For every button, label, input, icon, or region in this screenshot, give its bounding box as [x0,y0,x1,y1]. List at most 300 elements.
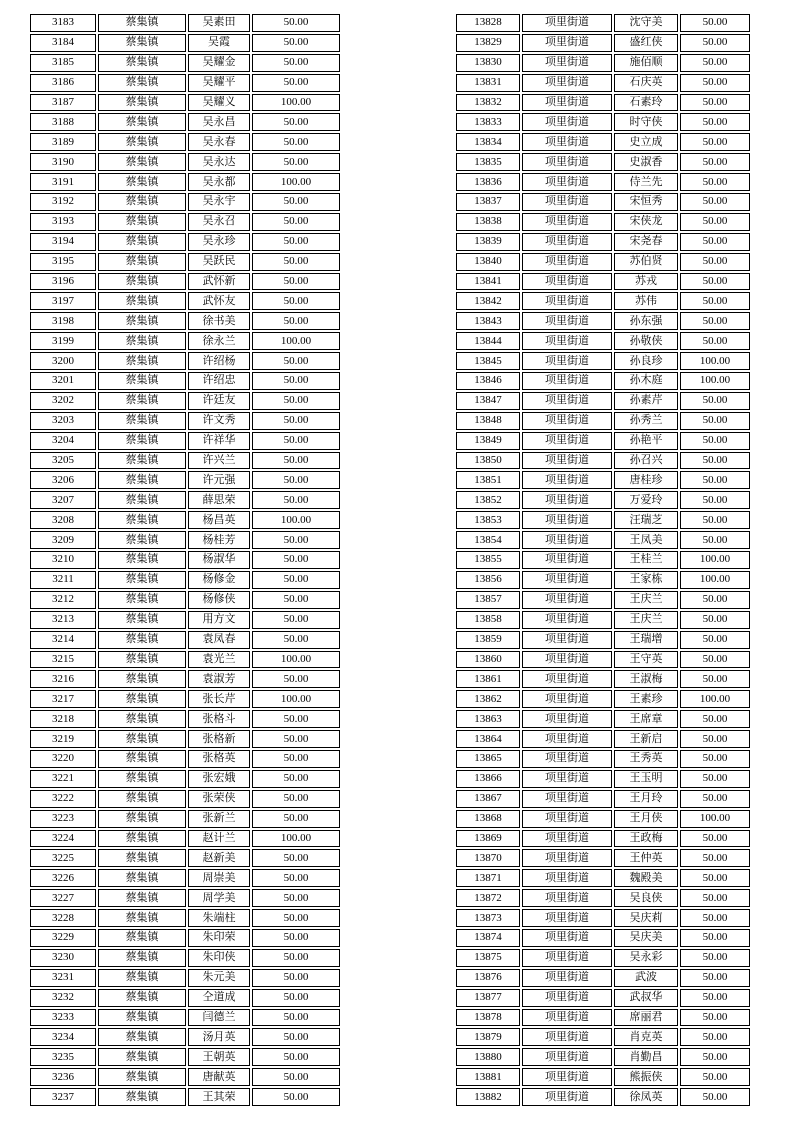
serial-number-cell: 3190 [30,153,96,171]
district-cell: 蔡集镇 [98,213,186,231]
district-cell: 蔡集镇 [98,969,186,987]
amount-cell: 50.00 [680,312,750,330]
amount-cell: 50.00 [252,372,340,390]
name-cell: 杨淑华 [188,551,250,569]
table-row [456,909,750,927]
serial-number-cell: 3229 [30,929,96,947]
district-cell: 项里街道 [522,730,612,748]
name-cell: 许绍杨 [188,352,250,370]
amount-cell: 50.00 [252,193,340,211]
name-cell: 王席章 [614,710,678,728]
serial-number-cell: 13854 [456,531,520,549]
table-row [456,790,750,808]
name-cell: 许文秀 [188,412,250,430]
table-row [456,1068,750,1086]
name-cell: 施佰顺 [614,54,678,72]
district-cell: 项里街道 [522,611,612,629]
table-row [30,869,340,887]
name-cell: 杨昌英 [188,511,250,529]
serial-number-cell: 13882 [456,1088,520,1106]
name-cell: 孙敬侠 [614,332,678,350]
name-cell: 吴耀义 [188,94,250,112]
serial-number-cell: 13845 [456,352,520,370]
name-cell: 周学美 [188,889,250,907]
table-row [456,54,750,72]
table-row [456,273,750,291]
amount-cell: 50.00 [252,74,340,92]
district-cell: 蔡集镇 [98,710,186,728]
district-cell: 蔡集镇 [98,830,186,848]
serial-number-cell: 3185 [30,54,96,72]
table-row [456,332,750,350]
serial-number-cell: 3195 [30,253,96,271]
district-cell: 蔡集镇 [98,273,186,291]
name-cell: 徐书美 [188,312,250,330]
amount-cell: 100.00 [252,94,340,112]
serial-number-cell: 13866 [456,770,520,788]
district-cell: 项里街道 [522,253,612,271]
table-row [30,611,340,629]
table-row [456,213,750,231]
serial-number-cell: 13881 [456,1068,520,1086]
serial-number-cell: 13853 [456,511,520,529]
name-cell: 席丽君 [614,1009,678,1027]
serial-number-cell: 3217 [30,690,96,708]
table-row [456,113,750,131]
name-cell: 时守侠 [614,113,678,131]
district-cell: 蔡集镇 [98,233,186,251]
serial-number-cell: 3192 [30,193,96,211]
district-cell: 项里街道 [522,332,612,350]
amount-cell: 50.00 [680,491,750,509]
amount-cell: 50.00 [680,790,750,808]
name-cell: 袁凤春 [188,631,250,649]
district-cell: 项里街道 [522,690,612,708]
amount-cell: 50.00 [680,531,750,549]
table-row [30,670,340,688]
name-cell: 朱端柱 [188,909,250,927]
amount-cell: 50.00 [252,452,340,470]
amount-cell: 50.00 [252,412,340,430]
serial-number-cell: 3220 [30,750,96,768]
name-cell: 史淑香 [614,153,678,171]
district-cell: 蔡集镇 [98,452,186,470]
name-cell: 苏伟 [614,292,678,310]
name-cell: 孙秀兰 [614,412,678,430]
amount-cell: 50.00 [680,74,750,92]
amount-cell: 50.00 [680,750,750,768]
serial-number-cell: 3212 [30,591,96,609]
district-cell: 蔡集镇 [98,651,186,669]
serial-number-cell: 13869 [456,830,520,848]
name-cell: 王月玲 [614,790,678,808]
name-cell: 朱印侠 [188,949,250,967]
district-cell: 项里街道 [522,352,612,370]
district-cell: 蔡集镇 [98,591,186,609]
amount-cell: 100.00 [680,690,750,708]
serial-number-cell: 13872 [456,889,520,907]
serial-number-cell: 3234 [30,1028,96,1046]
serial-number-cell: 13849 [456,432,520,450]
name-cell: 王新启 [614,730,678,748]
serial-number-cell: 3188 [30,113,96,131]
amount-cell: 50.00 [680,511,750,529]
name-cell: 许祥华 [188,432,250,450]
serial-number-cell: 3193 [30,213,96,231]
table-row [456,571,750,589]
amount-cell: 50.00 [680,332,750,350]
table-row [30,352,340,370]
district-cell: 项里街道 [522,392,612,410]
table-row [456,1009,750,1027]
district-cell: 项里街道 [522,173,612,191]
name-cell: 用方文 [188,611,250,629]
name-cell: 仝道成 [188,989,250,1007]
table-row [30,14,340,32]
serial-number-cell: 13880 [456,1048,520,1066]
district-cell: 项里街道 [522,74,612,92]
name-cell: 苏伯贤 [614,253,678,271]
table-row [456,949,750,967]
table-row [30,372,340,390]
name-cell: 武叔华 [614,989,678,1007]
name-cell: 吴永都 [188,173,250,191]
table-row [30,213,340,231]
table-row [30,74,340,92]
district-cell: 蔡集镇 [98,929,186,947]
district-cell: 蔡集镇 [98,810,186,828]
amount-cell: 50.00 [252,611,340,629]
amount-cell: 50.00 [680,94,750,112]
amount-cell: 50.00 [680,710,750,728]
serial-number-cell: 13865 [456,750,520,768]
amount-cell: 50.00 [680,989,750,1007]
district-cell: 蔡集镇 [98,531,186,549]
serial-number-cell: 13839 [456,233,520,251]
district-cell: 蔡集镇 [98,352,186,370]
district-cell: 蔡集镇 [98,1048,186,1066]
amount-cell: 100.00 [252,651,340,669]
district-cell: 蔡集镇 [98,1028,186,1046]
name-cell: 武怀新 [188,273,250,291]
table-row [30,332,340,350]
serial-number-cell: 3184 [30,34,96,52]
name-cell: 侍兰先 [614,173,678,191]
name-cell: 孙木庭 [614,372,678,390]
table-row [456,551,750,569]
amount-cell: 100.00 [252,332,340,350]
amount-cell: 50.00 [680,193,750,211]
table-row [30,253,340,271]
amount-cell: 50.00 [680,1048,750,1066]
table-row [30,1009,340,1027]
table-row [456,471,750,489]
serial-number-cell: 13873 [456,909,520,927]
name-cell: 王瑞增 [614,631,678,649]
amount-cell: 50.00 [680,471,750,489]
serial-number-cell: 13870 [456,849,520,867]
serial-number-cell: 13861 [456,670,520,688]
amount-cell: 50.00 [252,1028,340,1046]
amount-cell: 50.00 [680,133,750,151]
district-cell: 蔡集镇 [98,392,186,410]
serial-number-cell: 13858 [456,611,520,629]
amount-cell: 50.00 [252,730,340,748]
district-cell: 蔡集镇 [98,133,186,151]
serial-number-cell: 3216 [30,670,96,688]
table-row [30,1028,340,1046]
table-row [30,690,340,708]
table-row [30,54,340,72]
serial-number-cell: 13831 [456,74,520,92]
name-cell: 朱元美 [188,969,250,987]
amount-cell: 50.00 [680,631,750,649]
serial-number-cell: 3209 [30,531,96,549]
name-cell: 朱印荣 [188,929,250,947]
amount-cell: 50.00 [680,412,750,430]
table-row [30,491,340,509]
table-row [456,651,750,669]
serial-number-cell: 13860 [456,651,520,669]
serial-number-cell: 13836 [456,173,520,191]
serial-number-cell: 3197 [30,292,96,310]
amount-cell: 50.00 [680,173,750,191]
table-row [456,770,750,788]
serial-number-cell: 13859 [456,631,520,649]
district-cell: 蔡集镇 [98,909,186,927]
name-cell: 王庆兰 [614,591,678,609]
district-cell: 蔡集镇 [98,849,186,867]
amount-cell: 50.00 [252,491,340,509]
name-cell: 魏殿美 [614,869,678,887]
table-row [456,233,750,251]
serial-number-cell: 3194 [30,233,96,251]
amount-cell: 50.00 [252,1068,340,1086]
name-cell: 张格英 [188,750,250,768]
amount-cell: 50.00 [680,392,750,410]
serial-number-cell: 3198 [30,312,96,330]
name-cell: 沈守美 [614,14,678,32]
amount-cell: 50.00 [680,213,750,231]
name-cell: 孙良珍 [614,352,678,370]
table-row [30,292,340,310]
amount-cell: 50.00 [680,34,750,52]
district-cell: 蔡集镇 [98,571,186,589]
amount-cell: 50.00 [252,133,340,151]
name-cell: 唐献英 [188,1068,250,1086]
amount-cell: 50.00 [680,1009,750,1027]
district-cell: 项里街道 [522,14,612,32]
name-cell: 张格斗 [188,710,250,728]
name-cell: 孙东强 [614,312,678,330]
name-cell: 宋尧春 [614,233,678,251]
name-cell: 张新兰 [188,810,250,828]
district-cell: 项里街道 [522,770,612,788]
amount-cell: 50.00 [680,273,750,291]
district-cell: 蔡集镇 [98,412,186,430]
district-cell: 蔡集镇 [98,471,186,489]
district-cell: 蔡集镇 [98,312,186,330]
amount-cell: 50.00 [252,1088,340,1106]
amount-cell: 50.00 [252,34,340,52]
district-cell: 蔡集镇 [98,1068,186,1086]
amount-cell: 50.00 [680,949,750,967]
name-cell: 王素珍 [614,690,678,708]
name-cell: 杨修侠 [188,591,250,609]
district-cell: 项里街道 [522,372,612,390]
table-row [30,193,340,211]
amount-cell: 50.00 [252,750,340,768]
table-row [456,750,750,768]
serial-number-cell: 3227 [30,889,96,907]
amount-cell: 100.00 [252,511,340,529]
serial-number-cell: 13829 [456,34,520,52]
district-cell: 项里街道 [522,34,612,52]
district-cell: 项里街道 [522,113,612,131]
district-cell: 项里街道 [522,412,612,430]
serial-number-cell: 13846 [456,372,520,390]
district-cell: 蔡集镇 [98,690,186,708]
district-cell: 项里街道 [522,133,612,151]
serial-number-cell: 3199 [30,332,96,350]
district-cell: 蔡集镇 [98,670,186,688]
table-row [30,551,340,569]
name-cell: 周崇美 [188,869,250,887]
district-cell: 项里街道 [522,651,612,669]
district-cell: 蔡集镇 [98,949,186,967]
serial-number-cell: 3189 [30,133,96,151]
name-cell: 吴永昌 [188,113,250,131]
table-row [456,94,750,112]
table-row [30,989,340,1007]
name-cell: 汪瑞芝 [614,511,678,529]
name-cell: 吴耀平 [188,74,250,92]
serial-number-cell: 13867 [456,790,520,808]
serial-number-cell: 3232 [30,989,96,1007]
amount-cell: 50.00 [680,909,750,927]
serial-number-cell: 3196 [30,273,96,291]
name-cell: 史立成 [614,133,678,151]
serial-number-cell: 3221 [30,770,96,788]
amount-cell: 50.00 [252,591,340,609]
table-row [456,989,750,1007]
district-cell: 项里街道 [522,710,612,728]
amount-cell: 50.00 [252,213,340,231]
name-cell: 苏戎 [614,273,678,291]
name-cell: 赵新美 [188,849,250,867]
table-row [456,969,750,987]
amount-cell: 50.00 [252,471,340,489]
name-cell: 孙召兴 [614,452,678,470]
amount-cell: 50.00 [680,452,750,470]
district-cell: 项里街道 [522,54,612,72]
amount-cell: 50.00 [252,54,340,72]
table-row [456,193,750,211]
serial-number-cell: 3203 [30,412,96,430]
amount-cell: 50.00 [680,830,750,848]
district-cell: 项里街道 [522,909,612,927]
amount-cell: 50.00 [252,869,340,887]
district-cell: 蔡集镇 [98,332,186,350]
table-row [30,432,340,450]
table-row [456,412,750,430]
district-cell: 蔡集镇 [98,790,186,808]
district-cell: 项里街道 [522,571,612,589]
serial-number-cell: 13835 [456,153,520,171]
amount-cell: 50.00 [680,889,750,907]
table-row [456,34,750,52]
district-cell: 项里街道 [522,830,612,848]
name-cell: 薛思荣 [188,491,250,509]
serial-number-cell: 13856 [456,571,520,589]
name-cell: 张宏娥 [188,770,250,788]
district-cell: 蔡集镇 [98,730,186,748]
amount-cell: 50.00 [252,1048,340,1066]
district-cell: 项里街道 [522,233,612,251]
right-grant-table [454,12,752,1108]
amount-cell: 50.00 [680,1028,750,1046]
name-cell: 吴永召 [188,213,250,231]
serial-number-cell: 13864 [456,730,520,748]
district-cell: 项里街道 [522,969,612,987]
table-row [456,670,750,688]
table-row [30,233,340,251]
amount-cell: 50.00 [252,670,340,688]
table-row [456,869,750,887]
table-row [30,452,340,470]
district-cell: 项里街道 [522,1088,612,1106]
serial-number-cell: 13868 [456,810,520,828]
serial-number-cell: 3200 [30,352,96,370]
amount-cell: 100.00 [680,372,750,390]
amount-cell: 50.00 [252,432,340,450]
serial-number-cell: 3228 [30,909,96,927]
serial-number-cell: 3208 [30,511,96,529]
district-cell: 项里街道 [522,432,612,450]
serial-number-cell: 3201 [30,372,96,390]
amount-cell: 50.00 [680,1088,750,1106]
name-cell: 许兴兰 [188,452,250,470]
amount-cell: 50.00 [680,292,750,310]
table-row [456,74,750,92]
amount-cell: 50.00 [252,949,340,967]
table-row [30,273,340,291]
table-row [30,1068,340,1086]
district-cell: 蔡集镇 [98,113,186,131]
table-row [456,531,750,549]
name-cell: 宋恒秀 [614,193,678,211]
amount-cell: 50.00 [680,432,750,450]
serial-number-cell: 13862 [456,690,520,708]
serial-number-cell: 3225 [30,849,96,867]
table-row [30,531,340,549]
name-cell: 徐凤英 [614,1088,678,1106]
serial-number-cell: 3219 [30,730,96,748]
name-cell: 袁光兰 [188,651,250,669]
amount-cell: 50.00 [680,14,750,32]
table-row [30,710,340,728]
amount-cell: 50.00 [680,153,750,171]
serial-number-cell: 13842 [456,292,520,310]
name-cell: 杨修金 [188,571,250,589]
district-cell: 项里街道 [522,153,612,171]
table-row [456,611,750,629]
amount-cell: 50.00 [252,909,340,927]
name-cell: 袁淑芳 [188,670,250,688]
table-row [456,1088,750,1106]
table-row [30,153,340,171]
name-cell: 吴永宇 [188,193,250,211]
